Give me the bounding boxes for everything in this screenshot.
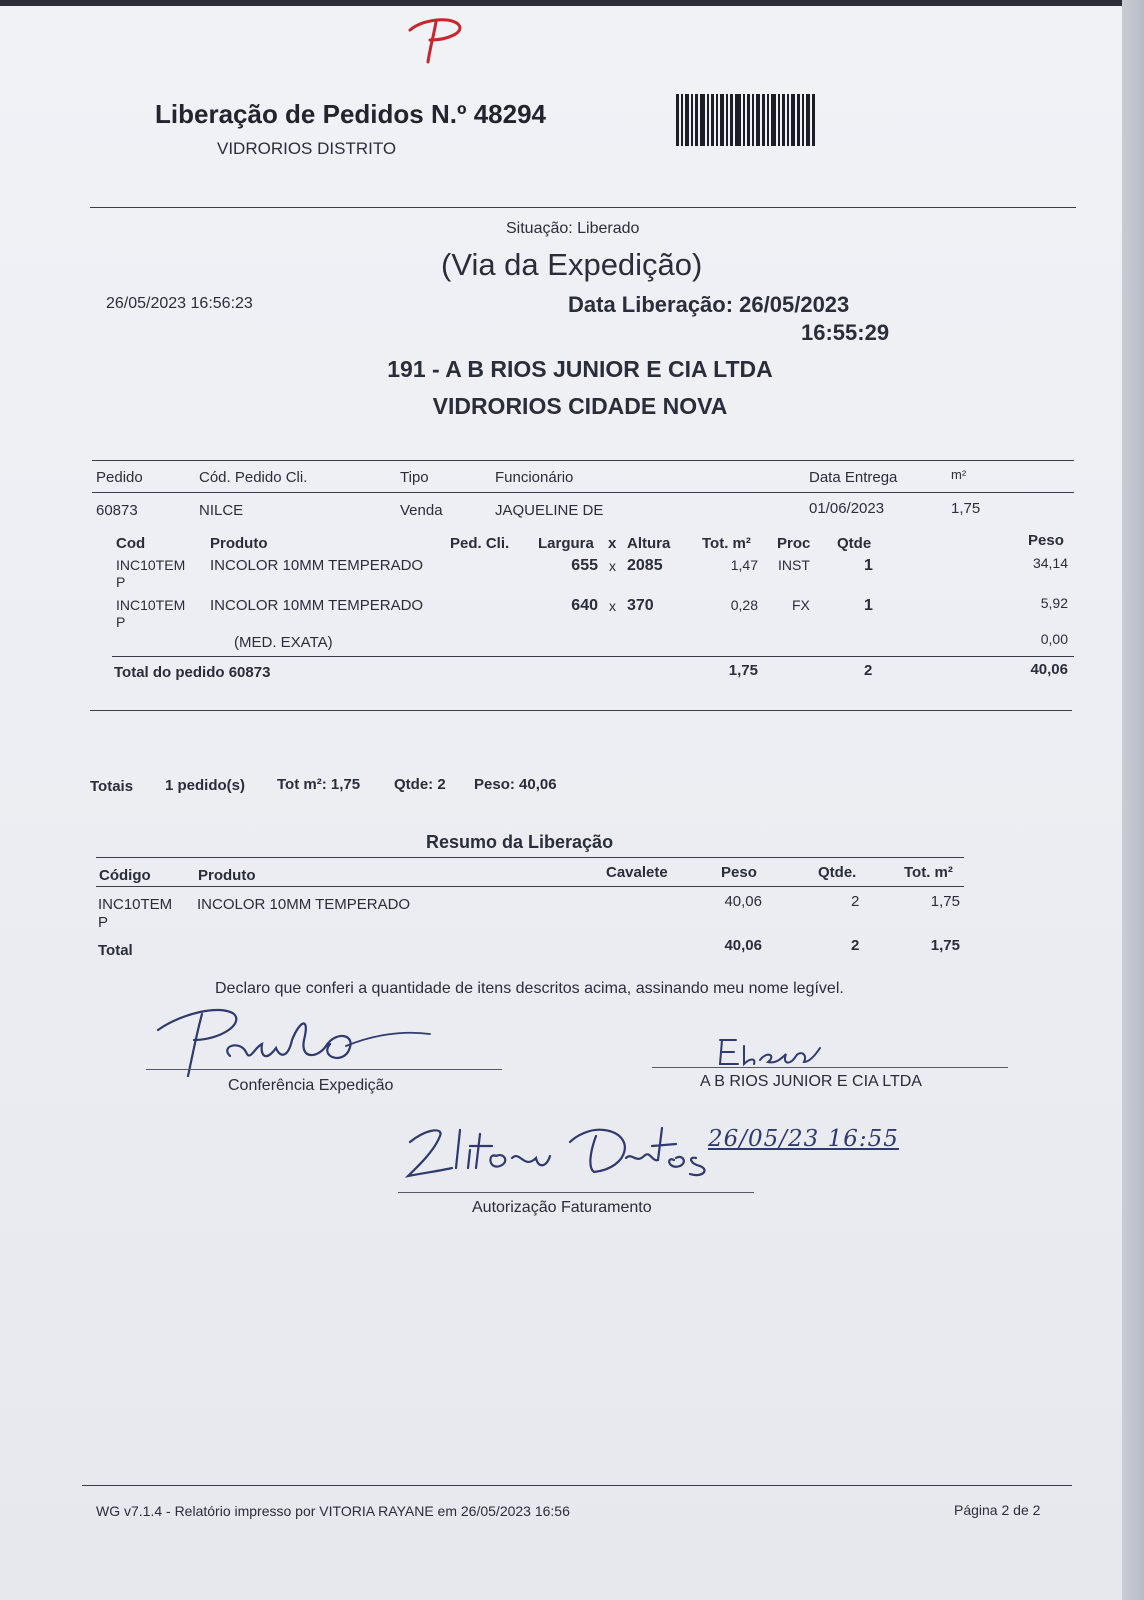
- summary-header-codigo: Código: [99, 867, 151, 884]
- summary-row-codigo: INC10TEM: [98, 896, 173, 913]
- item-2-peso: 5,92: [1040, 595, 1068, 611]
- summary-title: Resumo da Liberação: [426, 832, 614, 852]
- footer-print-info: WG v7.1.4 - Relatório impresso por VITORIA RAYANE em 26/05/2023 16:56: [96, 1503, 570, 1519]
- summary-row-produto: INCOLOR 10MM TEMPERADO: [197, 896, 411, 913]
- summary-header-cavalete: Cavalete: [606, 864, 668, 881]
- handwritten-red-mark: [408, 14, 468, 64]
- order-tipo: Venda: [400, 502, 443, 519]
- order-funcionario: JAQUELINE DE: [495, 502, 604, 519]
- summary-total-label: Total: [98, 942, 133, 959]
- via-label: (Via da Expedição): [441, 247, 703, 282]
- footer-page-number: Página 2 de 2: [954, 1502, 1041, 1518]
- item-2-proc: FX: [792, 597, 810, 613]
- page-title: Liberação de Pedidos N.º 48294: [155, 99, 546, 129]
- summary-header-produto: Produto: [198, 867, 256, 884]
- page-top-edge: [0, 0, 1144, 6]
- barcode: [676, 94, 848, 146]
- summary-header-tot-m2: Tot. m²: [904, 864, 953, 881]
- signature-label-company: A B RIOS JUNIOR E CIA LTDA: [700, 1073, 922, 1090]
- item-header-ped-cli: Ped. Cli.: [450, 535, 510, 552]
- item-header-produto: Produto: [210, 535, 268, 552]
- totals-qtde: Qtde: 2: [394, 776, 446, 793]
- item-2-x: x: [609, 598, 616, 614]
- item-header-peso: Peso: [1028, 532, 1064, 549]
- item-1-produto: INCOLOR 10MM TEMPERADO: [210, 557, 424, 574]
- item-1-tot-m2: 1,47: [730, 557, 758, 573]
- signature-autorizacao: [400, 1112, 740, 1192]
- item-header-x: x: [608, 535, 617, 552]
- col-header-pedido: Pedido: [96, 469, 143, 486]
- summary-header-rule: [96, 886, 964, 887]
- order-table-header-rule: [92, 492, 1074, 493]
- summary-row-tot-m2: 1,75: [930, 893, 960, 910]
- totals-label: Totais: [90, 778, 134, 795]
- signature-company: [716, 1036, 836, 1070]
- summary-top-rule: [96, 857, 964, 858]
- item-2-cod: INC10TEM: [116, 597, 186, 613]
- col-header-funcionario: Funcionário: [495, 469, 574, 486]
- item-2-largura: 640: [571, 597, 598, 614]
- status-text: Situação: Liberado: [506, 220, 640, 237]
- summary-row-peso: 40,06: [724, 893, 762, 910]
- item-header-proc: Proc: [777, 535, 811, 552]
- page-right-edge: [1122, 0, 1144, 1600]
- item-1-qtde: 1: [864, 557, 873, 574]
- items-total-rule: [112, 656, 1074, 657]
- summary-row-codigo-wrap: P: [98, 914, 109, 931]
- release-date: Data Liberação: 26/05/2023: [568, 292, 850, 317]
- item-2-tot-m2: 0,28: [730, 597, 758, 613]
- totals-peso: Peso: 40,06: [474, 776, 557, 793]
- item-header-tot-m2: Tot. m²: [702, 535, 751, 552]
- item-extra-peso: 0,00: [1040, 631, 1068, 647]
- col-header-data-entrega: Data Entrega: [809, 469, 898, 486]
- item-2-altura: 370: [627, 597, 654, 614]
- order-cod-pedido-cli: NILCE: [199, 502, 244, 519]
- totals-m2: Tot m²: 1,75: [277, 776, 361, 793]
- order-data-entrega: 01/06/2023: [809, 500, 885, 517]
- summary-total-qtde: 2: [851, 937, 860, 954]
- totals-pedidos: 1 pedido(s): [165, 777, 246, 794]
- order-m2: 1,75: [951, 500, 981, 517]
- order-table-top-rule: [92, 460, 1074, 461]
- signature-label-autorizacao: Autorização Faturamento: [472, 1199, 652, 1216]
- order-total-peso: 40,06: [1030, 661, 1068, 678]
- item-2-produto: INCOLOR 10MM TEMPERADO: [210, 597, 424, 614]
- issuer-company: VIDRORIOS DISTRITO: [217, 139, 397, 158]
- signature-line-conferencia: [146, 1069, 502, 1070]
- order-table-bottom-rule: [90, 710, 1072, 711]
- item-header-largura: Largura: [538, 535, 594, 552]
- order-total-label: Total do pedido 60873: [114, 664, 271, 681]
- item-extra-label: (MED. EXATA): [234, 634, 333, 651]
- summary-header-peso: Peso: [721, 864, 757, 881]
- item-1-cod: INC10TEM: [116, 557, 186, 573]
- col-header-cod-pedido-cli: Cód. Pedido Cli.: [199, 469, 308, 486]
- summary-total-tot-m2: 1,75: [930, 937, 960, 954]
- item-1-altura: 2085: [627, 557, 663, 574]
- signature-label-conferencia: Conferência Expedição: [228, 1077, 394, 1094]
- signature-conferencia: [150, 1000, 450, 1080]
- order-total-qtde: 2: [864, 662, 873, 679]
- summary-total-peso: 40,06: [724, 937, 762, 954]
- item-1-largura: 655: [571, 557, 598, 574]
- item-1-peso: 34,14: [1032, 555, 1068, 571]
- release-time: 16:55:29: [801, 320, 890, 345]
- item-2-cod-wrap: P: [116, 614, 126, 630]
- client-name: 191 - A B RIOS JUNIOR E CIA LTDA: [387, 356, 773, 382]
- client-branch: VIDRORIOS CIDADE NOVA: [432, 393, 728, 419]
- order-pedido: 60873: [96, 502, 138, 519]
- col-header-m2: m²: [951, 467, 967, 482]
- item-1-cod-wrap: P: [116, 574, 126, 590]
- declaration-text: Declaro que conferi a quantidade de itens descritos acima, assinando meu nome legível.: [215, 980, 844, 997]
- signature-line-autorizacao: [398, 1192, 754, 1193]
- item-header-cod: Cod: [116, 535, 146, 552]
- summary-header-qtde: Qtde.: [818, 864, 857, 881]
- footer-rule: [82, 1485, 1072, 1486]
- item-1-proc: INST: [778, 557, 810, 573]
- item-header-altura: Altura: [627, 535, 671, 552]
- summary-row-qtde: 2: [851, 893, 860, 910]
- item-header-qtde: Qtde: [837, 535, 872, 552]
- order-total-m2: 1,75: [728, 662, 758, 679]
- signature-line-company: [652, 1067, 1008, 1068]
- print-datetime: 26/05/2023 16:56:23: [106, 295, 253, 312]
- item-2-qtde: 1: [864, 597, 873, 614]
- handwritten-date: 26/05/23 16:55: [708, 1126, 899, 1152]
- col-header-tipo: Tipo: [400, 469, 429, 486]
- item-1-x: x: [609, 558, 616, 574]
- header-divider: [90, 207, 1076, 208]
